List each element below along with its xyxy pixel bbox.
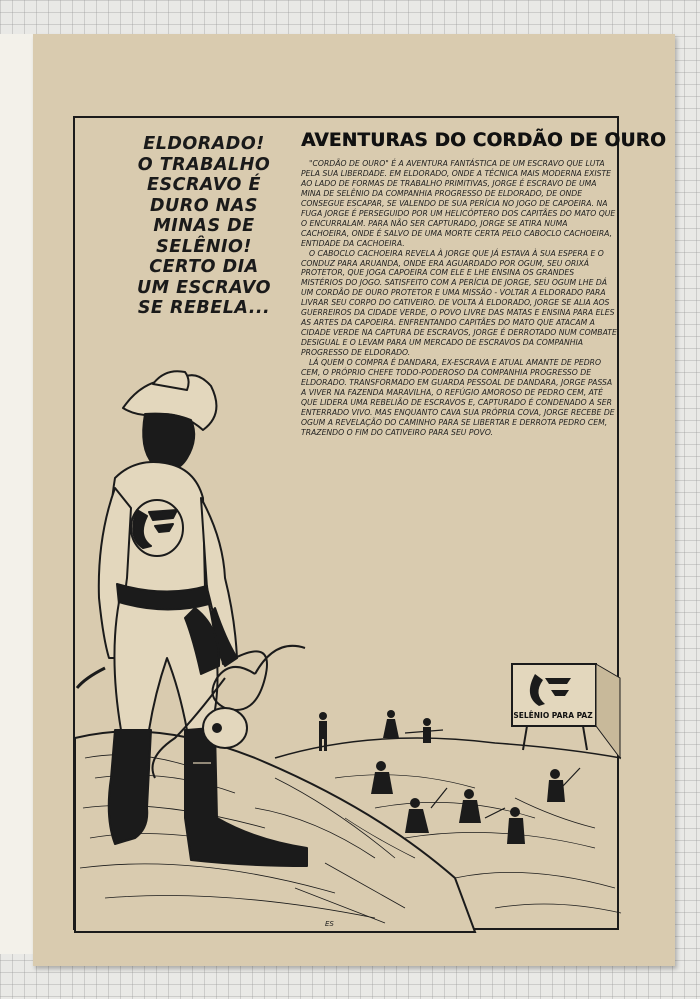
comic-panel: [73, 116, 666, 930]
intro-line: O TRABALHO: [137, 154, 271, 175]
intro-line: DURO NAS: [150, 195, 258, 216]
story-paragraph: "CORDÃO DE OURO" É A AVENTURA FANTÁSTICA DE UM ESCRAVO QUE LUTA PELA SUA LIBERDADE. EM ELDORADO, ONDE A TÉCNICA MAIS MODERNA EXISTE AO LADO DE FORMAS DE TRABALHO PRIMITIVAS, JORGE É ESCRAVO DE UMA MINA DE SELÊNIO DA COMPANHIA PROGRESSO DE ELDORADO, DE ONDE CONSEGUE ESCAPAR, SE VALENDO DE SUA PERÍCIA NO JOGO DE CAPOEIRA. NA FUGA JORGE É PERSEGUIDO POR UM HELICÓPTERO DOS CAPITÃES DO MATO QUE O ENCURRALAM. PARA NÃO SER CAPTURADO, JORGE SE ATIRA NUMA CACHOEIRA, ONDE É SALVO DE UMA MORTE CERTA PELO CABOCLO CACHOEIRA, ENTIDADE DA CACHOEIRA.: [301, 159, 616, 248]
intro-line: MINAS DE: [153, 216, 255, 236]
billboard-label: SELÊNIO PARA PAZ: [513, 711, 593, 720]
svg-text:ES: ES: [325, 920, 334, 928]
intro-caption: [109, 134, 299, 319]
story-text: [301, 159, 617, 438]
intro-line: ELDORADO!: [143, 134, 265, 154]
intro-line: SELÊNIO!: [156, 236, 252, 257]
intro-line: CERTO DIA: [149, 257, 259, 277]
comic-page: [33, 34, 675, 966]
adjacent-page-edge: [0, 34, 37, 954]
story-block: [301, 130, 666, 438]
story-title: AVENTURAS DO CORDÃO DE OURO: [301, 130, 666, 151]
story-paragraph: LÁ QUEM O COMPRA É DANDARA, EX-ESCRAVA E ATUAL AMANTE DE PEDRO CEM, O PRÓPRIO CHEFE TODO-PODEROSO DA COMPANHIA PROGRESSO DE ELDORADO. TRANSFORMADO EM GUARDA PESSOAL DE DANDARA, JORGE PASSA A VIVER NA FAZENDA MARAVILHA, O REFÚGIO AMOROSO DE PEDRO CEM, ATÉ QUE LIDERA UMA REBELIÃO DE ESCRAVOS E, CAPTURADO É CONDENADO A SER ENTERRADO VIVO. MAS ENQUANTO CAVA SUA PRÓPRIA COVA, JORGE RECEBE DE OGUM A REVELAÇÃO DO CAMINHO PARA SE LIBERTAR E DERROTA PEDRO CEM, TRAZENDO O FIM DO CATIVEIRO PARA SEU POVO.: [301, 358, 615, 437]
intro-line: ESCRAVO É: [147, 175, 261, 195]
intro-line: UM ESCRAVO: [136, 277, 272, 298]
story-paragraph: O CABOCLO CACHOEIRA REVELA À JORGE QUE JÁ ESTAVA À SUA ESPERA E O CONDUZ PARA ARUANDA, ONDE ERA AGUARDADO POR OGUM, SEU ORIXÁ PROTETOR, QUE JOGA CAPOEIRA COM ELE E LHE ENSINA OS GRANDES MISTÉRIOS DO JOGO. SATISFEITO COM A PERÍCIA DE JORGE, SEU OGUM LHE DÁ UM CORDÃO DE OURO PROTETOR E UMA MISSÃO - VOLTAR A ELDORADO PARA LIVRAR SEU CORPO DO CATIVEIRO. DE VOLTA À ELDORADO, JORGE SE ALIA AOS GUERREIROS DA CIDADE VERDE, O POVO LIVRE DAS MATAS E ENSINA PARA ELES AS ARTES DA CAPOEIRA. ENFRENTANDO CAPITÃES DO MATO QUE ATACAM A CIDADE VERDE NA CAPTURA DE ESCRAVOS, JORGE É DERROTADO NUM COMBATE DESIGUAL E O LEVAM PARA UM MERCADO DE ESCRAVOS DA COMPANHIA PROGRESSO DE ELDORADO.: [301, 248, 617, 358]
intro-line: SE REBELA...: [137, 298, 271, 318]
